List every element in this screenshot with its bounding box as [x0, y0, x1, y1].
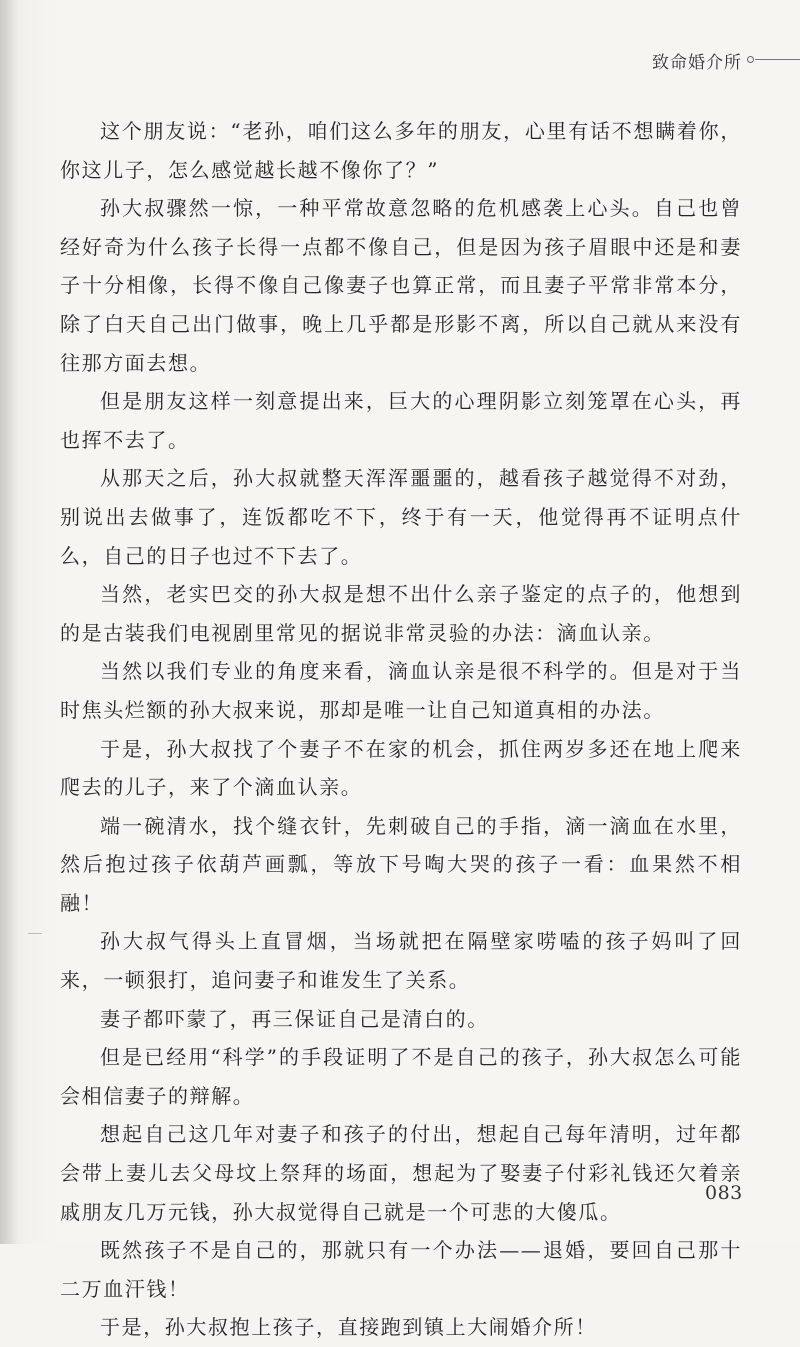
- paragraph: 当然以我们专业的角度来看，滴血认亲是很不科学的。但是对于当时焦头烂额的孙大叔来说，那却是唯一让自己知道真相的办法。: [60, 659, 742, 722]
- paragraph: 这个朋友说：“老孙，咱们这么多年的朋友，心里有话不想瞒着你，你这儿子，怎么感觉越长越不像你了？”: [60, 119, 742, 182]
- paragraph: 当然，老实巴交的孙大叔是想不出什么亲子鉴定的点子的，他想到的是古装我们电视剧里常见的据说非常灵验的办法：滴血认亲。: [60, 582, 742, 645]
- paragraph: 但是朋友这样一刻意提出来，巨大的心理阴影立刻笼罩在心头，再也挥不去了。: [60, 389, 742, 452]
- paragraph: 想起自己这几年对妻子和孩子的付出，想起自己每年清明，过年都会带上妻儿去父母坟上祭拜的场面，想起为了娶妻子付彩礼钱还欠着亲戚朋友几万元钱，孙大叔觉得自己就是一个可悲的大傻瓜。: [60, 1122, 742, 1224]
- spine-shadow: [0, 0, 18, 1244]
- paragraph: 但是已经用“科学”的手段证明了不是自己的孩子，孙大叔怎么可能会相信妻子的辩解。: [60, 1045, 742, 1108]
- paragraph: 从那天之后，孙大叔就整天浑浑噩噩的，越看孩子越觉得不对劲，别说出去做事了，连饭都吃不下，终于有一天，他觉得再不证明点什么，自己的日子也过不下去了。: [60, 466, 742, 568]
- paragraph: 于是，孙大叔找了个妻子不在家的机会，抓住两岁多还在地上爬来爬去的儿子，来了个滴血认亲。: [60, 736, 742, 800]
- running-head-ornament-line: [755, 59, 800, 60]
- running-head-title: 致命婚介所: [652, 53, 742, 73]
- page-number: 083: [705, 1182, 743, 1204]
- paragraph: 孙大叔骤然一惊，一种平常故意忽略的危机感袭上心头。自己也曾经好奇为什么孩子长得一点都不像自己，但是因为孩子眉眼中还是和妻子十分相像，长得不像自己像妻子也算正常，而且妻子平常非常本分，除了白天自己出门做事，晚上几乎都是形影不离，所以自己就从来没有往那方面去想。: [60, 196, 742, 375]
- body-text: [60, 112, 742, 1347]
- paragraph: 于是，孙大叔抱上孩子，直接跑到镇上大闹婚介所！: [100, 1315, 597, 1340]
- paragraph: 孙大叔气得头上直冒烟，当场就把在隔壁家唠嗑的孩子妈叫了回来，一顿狠打，追问妻子和谁发生了关系。: [60, 929, 742, 993]
- paragraph: 既然孩子不是自己的，那就只有一个办法——退婚，要回自己那十二万血汗钱！: [60, 1238, 742, 1301]
- running-head: [560, 48, 800, 72]
- paragraph: 妻子都吓蒙了，再三保证自己是清白的。: [100, 1006, 489, 1031]
- running-head-ornament-circle: [747, 56, 754, 63]
- paragraph: 端一碗清水，找个缝衣针，先刺破自己的手指，滴一滴血在水里，然后抱过孩子依葫芦画瓢，等放下号啕大哭的孩子一看：血果然不相融！: [60, 813, 742, 915]
- margin-mark: [28, 933, 42, 934]
